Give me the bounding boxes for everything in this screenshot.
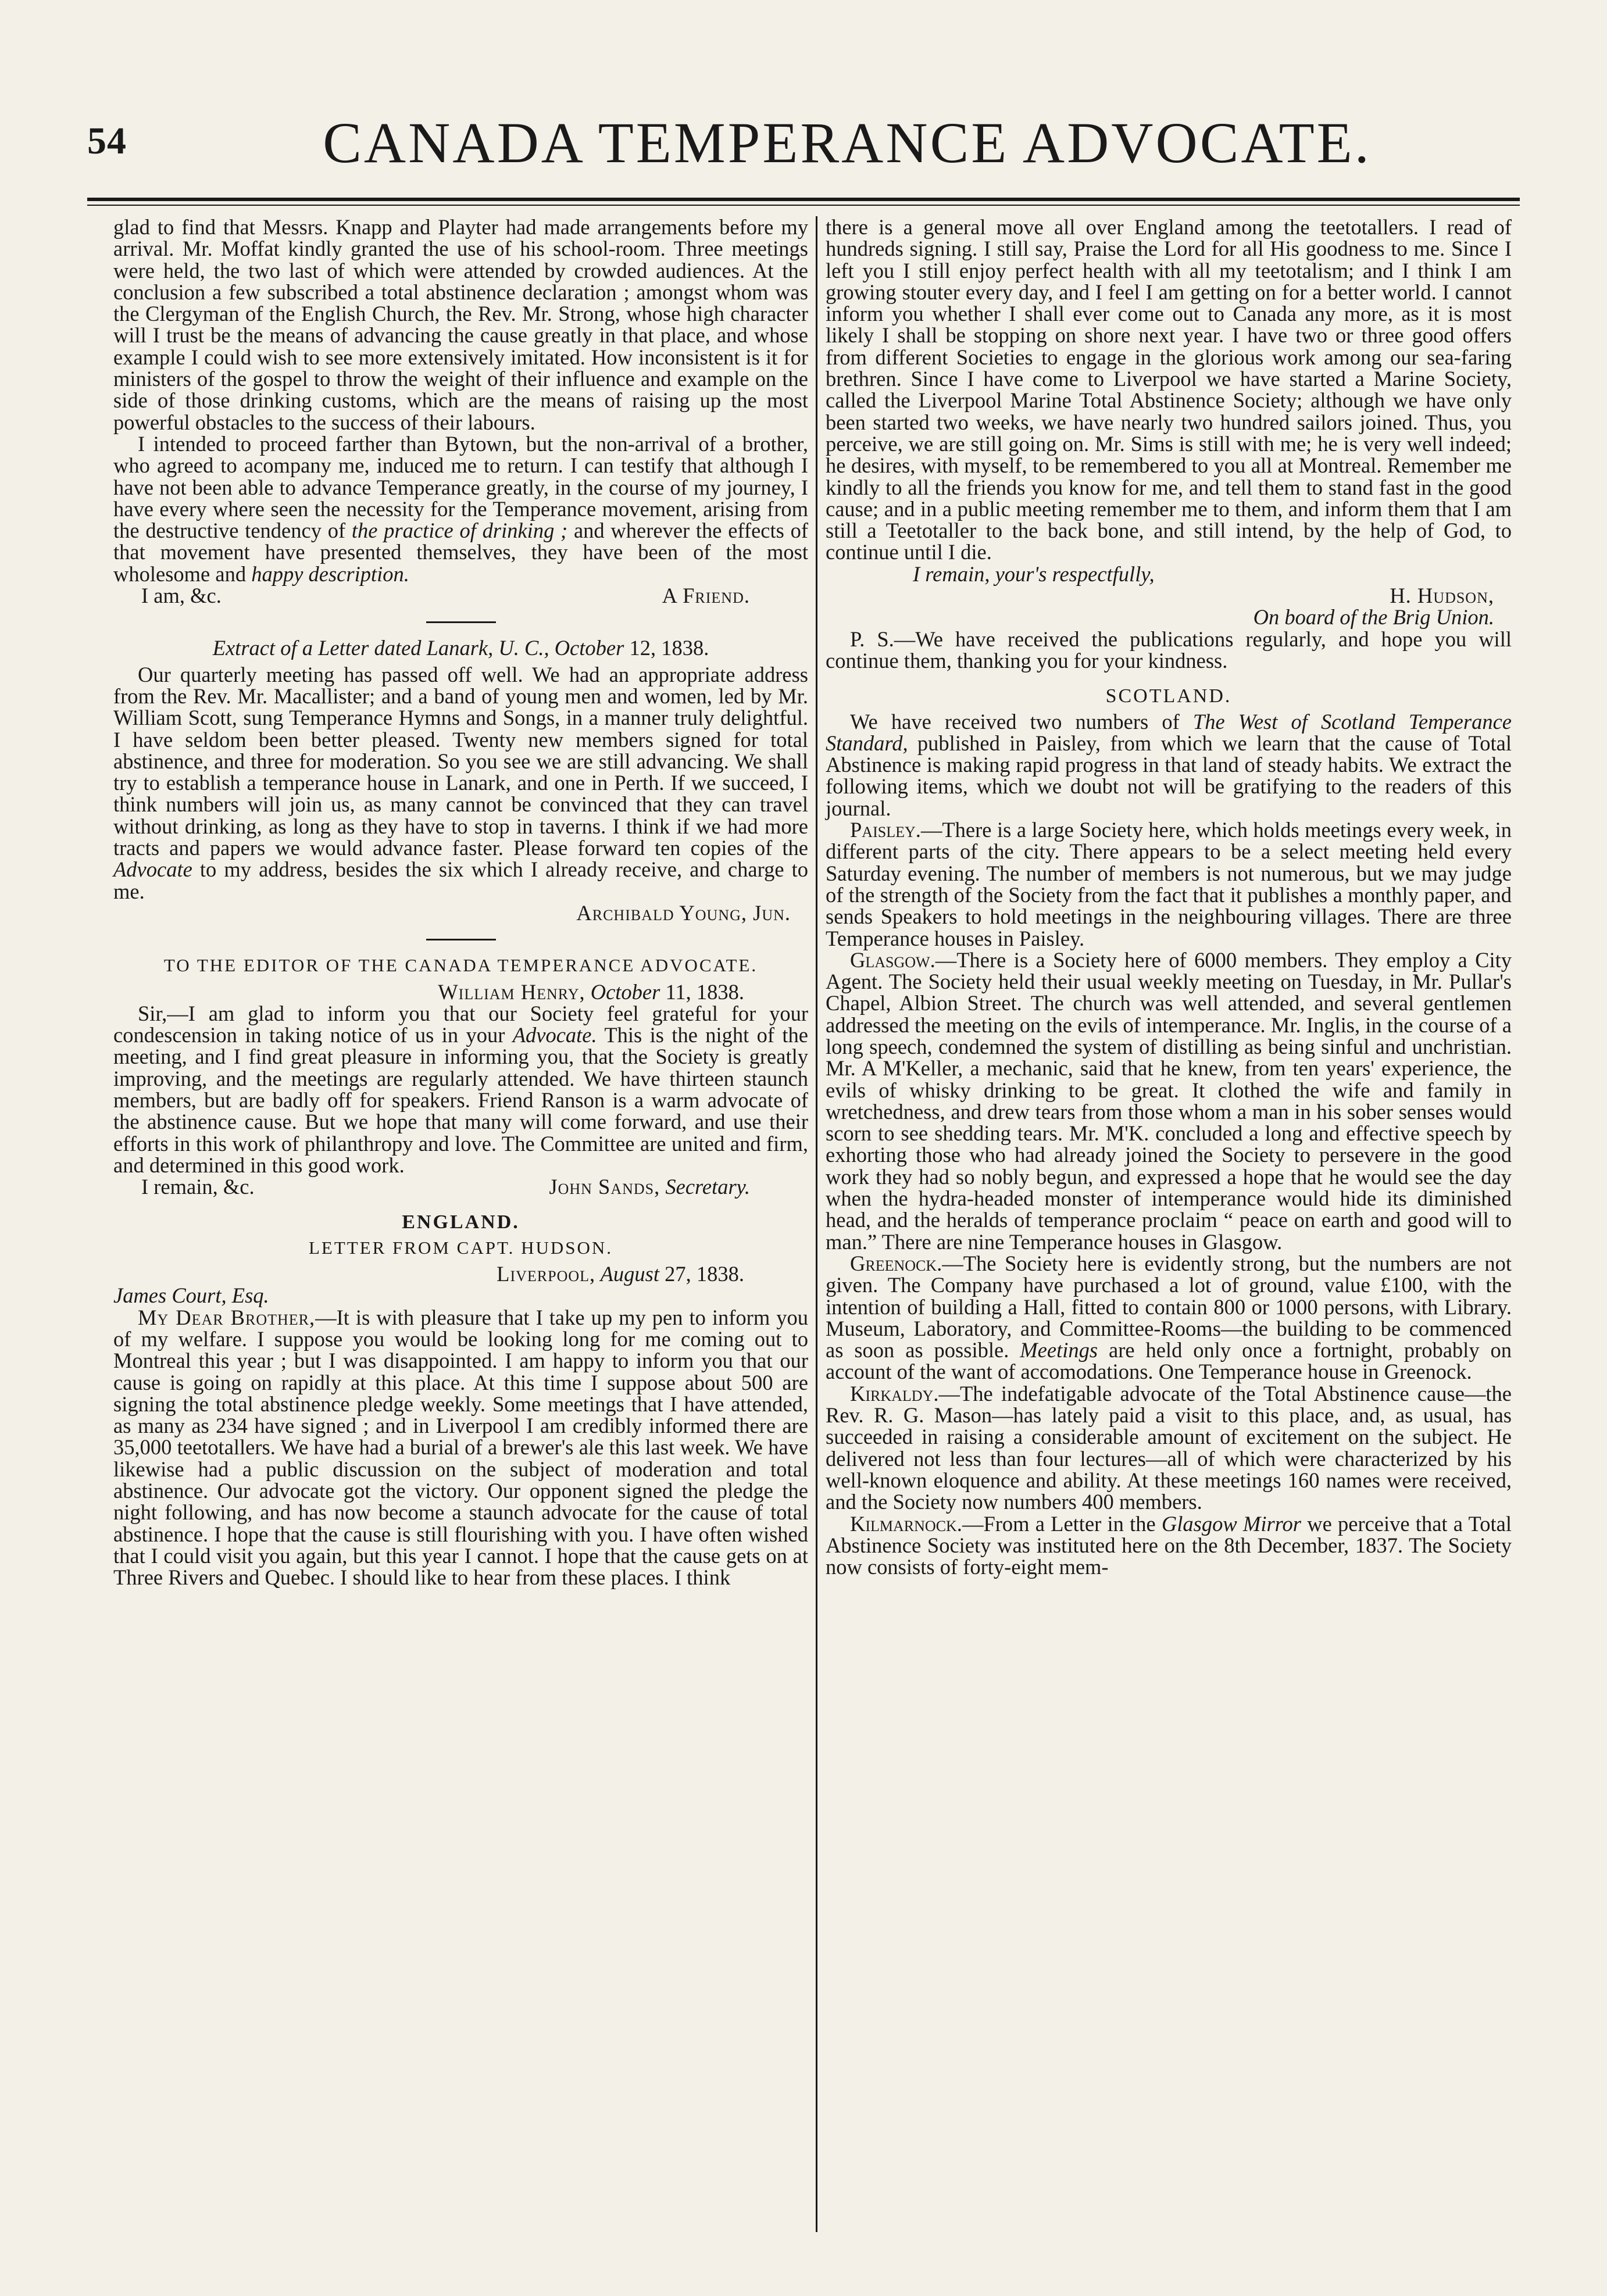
text-run: —The Society here is evidently strong, but the numbers are not given. The Company have purchased a lot of ground, value £100, with the intention of building a Hall, fitted to contain 800 or 1000 persons, with Library. Museum, Laboratory, and Committee-Rooms—the building to be commenced as soon as possible. (826, 1251, 1512, 1362)
italic-text: The West of Scotland Temperance Standard, (826, 709, 1512, 755)
subsection-heading: LETTER FROM CAPT. HUDSON. (308, 1237, 613, 1258)
text-run: —There is a large Society here, which holds meetings every week, in different parts of the city. There appears to be a select meeting held every Saturday evening. The number of members is not numerous, but we may judge of the strength of the Society from the fact that it publishes a monthly paper, and sends Speakers to hold meetings in the neighbouring villages. There are three Temperance houses in Paisley. (826, 818, 1512, 950)
section-heading: ENGLAND. (402, 1211, 520, 1233)
closing-italic: I remain, your's respectfully, (913, 562, 1155, 586)
news-item-kilmarnock (826, 1513, 1512, 1578)
signature-line (113, 1176, 808, 1197)
text-run: published in Paisley, from which we learn that the cause of Total Abstinence is making rapid progress in that land of steady habits. We extract the following items, which we doubt not will be gratifying to the readers of this journal. (826, 731, 1512, 820)
section-divider (426, 939, 496, 940)
article-paragraph (113, 1003, 808, 1176)
signature-place-text: On board of the Brig Union. (1253, 605, 1494, 630)
signature-title: Secretary. (660, 1175, 750, 1199)
news-item-glasgow (826, 949, 1512, 1253)
dateline-place: Liverpool, (497, 1262, 596, 1286)
article-paragraph (113, 433, 808, 585)
text-run: I intended to proceed farther than Bytown, but the non-arrival of a brother, who agreed to acompany me, induced me to return. I can testify that although I have not been able to advance Temperance greatly, in the course of my journey, I have every where seen the necessity for the Temperance movement, arising from the destructive tendency of (113, 431, 808, 543)
signature-name: H. Hudson, (1390, 584, 1494, 608)
signature-name: A Friend. (662, 584, 750, 608)
italic-text: the practice of drinking ; (351, 518, 568, 543)
section-heading: TO THE EDITOR OF THE CANADA TEMPERANCE ADVOCATE. (163, 955, 758, 976)
place-name: Greenock. (850, 1251, 942, 1275)
postscript: P. S.—We have received the publications regularly, and hope you will continue them, thanking you for your kindness. (826, 627, 1512, 673)
text-run: —From a Letter in the (962, 1511, 1162, 1536)
spacer (113, 1197, 808, 1206)
left-column (113, 216, 808, 2244)
closing-text (826, 563, 1512, 585)
text-run: Sir,—I am glad to inform you that our Society feel grateful for your condescension in taking notice of us in your (113, 1001, 808, 1047)
text-run: We have received two numbers of (850, 709, 1193, 734)
section-divider (426, 621, 496, 623)
dateline-rest: 27, 1838. (659, 1262, 744, 1286)
closing-text: I am, &c. (141, 584, 222, 608)
dateline-date: August (595, 1262, 659, 1286)
salutation: My Dear Brother, (138, 1305, 316, 1329)
text-run: —The indefatigable advocate of the Total Abstinence cause—the Rev. R. G. Mason—has lately paid a visit to this place, and, as usual, has succeeded in raising a considerable amount of excitement on the subject. He delivered not less than four lectures—all of which were characterized by his well-known eloquence and ability. At these meetings 160 names were received, and the Society now numbers 400 members. (826, 1381, 1512, 1514)
closing-text: I remain, &c. (141, 1175, 255, 1199)
dateline-place: William Henry, (438, 979, 585, 1004)
place-name: Paisley. (850, 818, 921, 842)
section-heading: SCOTLAND. (1105, 685, 1232, 707)
news-item-paisley (826, 819, 1512, 949)
news-item-kirkaldy (826, 1383, 1512, 1513)
dateline (113, 1263, 808, 1285)
place-name: Kilmarnock. (850, 1511, 962, 1536)
text-run: and wherever the effects of that movement have presented themselves, they have been of the most wholesome and (113, 518, 808, 586)
right-column (826, 216, 1512, 2244)
header-rule (87, 198, 1520, 201)
column-divider (816, 216, 817, 2232)
place-name: Kirkaldy. (850, 1381, 939, 1406)
article-paragraph: there is a general move all over England among the teetotallers. I read of hundreds signing. I still say, Praise the Lord for all His goodness to me. Since I left you I still enjoy perfect health with all my teetotalism; and I think I am growing stouter every day, and I feel I am getting on for a better world. I cannot inform you whether I shall ever come out to Canada any more, as it is most likely I shall be stopping on shore next year. I have two or three good offers from different Societies to engage in the glorious work among our sea-faring brethren. Since I have come to Liverpool we have started a Marine Society, called the Liverpool Marine Total Abstinence Society; although we have only been started two weeks, we have nearly two hundred sailors joined. Thus, you perceive, we are still going on. Mr. Sims is still with me; he is very well indeed; he desires, with myself, to be remembered to you all at Montreal. Remember me kindly to all the friends you know for me, and tell them to stand fast in the good cause; and in a public meeting remember me to them, and inform them that I am still a Teetotaller to the back bone, and still intend, by the help of God, to continue until I die. (826, 215, 1512, 564)
italic-text: Advocate. (512, 1023, 597, 1047)
signature-place (826, 606, 1512, 628)
italic-text: Glasgow Mirror (1161, 1511, 1301, 1536)
spacer (826, 671, 1512, 679)
text-run: —It is with pleasure that I take up my pen to inform you of my welfare. I suppose you would be looking long for me coming out to Montreal this year ; but I was disappointed. I am happy to inform you that our cause is going on rapidly at this place. At this time I suppose about 500 are signing the total abstinence pledge weekly. Some meetings that I have attended, as many as 234 have signed ; and in Liverpool I am credibly informed there are 35,000 teetotallers. We have had a burial of a brewer's ale this last week. We have likewise had a public discussion on the subject of moderation and total abstinence. Our advocate got the victory. Our opponent signed the pledge the night following, and has now become a staunch advocate for the cause of total abstinence. I hope that the cause is still flourishing with you. I have often wished that I could visit you again, but this year I cannot. I hope that the cause gets on at Three Rivers and Quebec. I should like to hear from these places. I think (113, 1305, 808, 1590)
addressee-name: James Court, Esq. (113, 1283, 269, 1308)
italic-text: Advocate (113, 857, 192, 882)
dateline-date: October (585, 979, 660, 1004)
italic-text: Meetings (1020, 1338, 1098, 1362)
text-run: to my address, besides the six which I already receive, and charge to me. (113, 857, 808, 903)
signature-name: Archibald Young, Jun. (576, 900, 791, 925)
heading-text: Extract of a Letter dated Lanark, U. C., October (212, 636, 624, 660)
signature-block (549, 1176, 750, 1197)
signature-name: John Sands, (549, 1175, 660, 1199)
text-run: are held only once a fortnight, probably on account of the want of accomodations. One Temperance house in Greenock. (826, 1338, 1512, 1384)
place-name: Glasgow. (850, 947, 935, 972)
signature-line (113, 585, 808, 606)
text-run: Our quarterly meeting has passed off well. We had an appropriate address from the Rev. Mr. Macallister; and a band of young men and women, led by Mr. William Scott, sung Temperance Hymns and Songs, in a manner truly delightful. I have seldom been better pleased. Twenty new members signed for total abstinence, and three for moderation. So you see we are still advancing. We shall try to establish a temperance house in Lanark, and one in Perth. If we succeed, I think numbers will join us, as many cannot be convinced that they can travel without drinking, as long as they have to stop in taverns. I think if we had more tracts and papers we would advance faster. Please forward ten copies of the (113, 662, 808, 860)
text-run: we perceive that a Total Abstinence Society was instituted here on the 8th December, 1837. The Society now consists of forty-eight mem- (826, 1511, 1512, 1579)
article-paragraph (826, 711, 1512, 819)
italic-text: happy description. (251, 562, 409, 586)
article-paragraph: glad to find that Messrs. Knapp and Playter had made arrangements before my arrival. Mr. Moffat kindly granted the use of his school-room. Three meetings were held, the two last of which were attended by crowded audiences. At the conclusion a few subscribed a total abstinence declaration ; amongst whom was the Clergyman of the English Church, the Rev. Mr. Strong, whose high character will I trust be the means of advancing the cause greatly in that place, and whose example I could wish to see more extensively imitated. How inconsistent is it for ministers of the gospel to throw the weight of their influence and example on the side of those drinking customs, which are the means of raising up the most powerful obstacles to the success of their labours. (113, 215, 808, 434)
header-rule-thin (87, 205, 1520, 206)
text-run: —There is a Society here of 6000 members. They employ a City Agent. The Society held their usual weekly meeting on Tuesday, in Mr. Pullar's Chapel, Albion Street. The church was well attended, and several gentlemen addressed the meeting on the evils of intemperance. Mr. Inglis, in the course of a long speech, condemned the system of distilling as being sinful and unchristian. Mr. A M'Keller, a mechanic, said that he knew, from ten years' experience, the evils of whisky drinking to be great. It clothed the wife and family in wretchedness, and drew tears from those whom a man in his sober senses would scorn to see shedding tears. Mr. M'K. concluded a long and effective speech by exhorting those who had already joined the Society to persevere in the good work they had so nobly begun, and expressed a hope that he would see the day when the hydra-headed monster of intemperance would hide its diminished head, and the heralds of temperance proclaim “ peace on earth and good will to man.” There are nine Temperance houses in Glasgow. (826, 947, 1512, 1254)
dateline (113, 981, 808, 1003)
news-item-greenock (826, 1253, 1512, 1383)
text-run: This is the night of the meeting, and I find great pleasure in informing you, that the Society is greatly improving, and the meetings are regularly attended. We have thirteen staunch members, but are badly off for speakers. Friend Ranson is a warm advocate of the abstinence cause. But we hope that many will come forward, and use their efforts in this work of philanthropy and love. The Committee are united and firm, and determined in this good work. (113, 1023, 809, 1177)
heading-date: 12, 1838. (624, 636, 709, 660)
section-heading (113, 637, 808, 659)
dateline-rest: 11, 1838. (660, 979, 744, 1004)
page-number: 54 (87, 120, 127, 162)
article-paragraph (113, 664, 808, 902)
article-paragraph (113, 1307, 808, 1589)
addressee (113, 1285, 808, 1306)
masthead-title: CANADA TEMPERANCE ADVOCATE. (323, 110, 1372, 175)
